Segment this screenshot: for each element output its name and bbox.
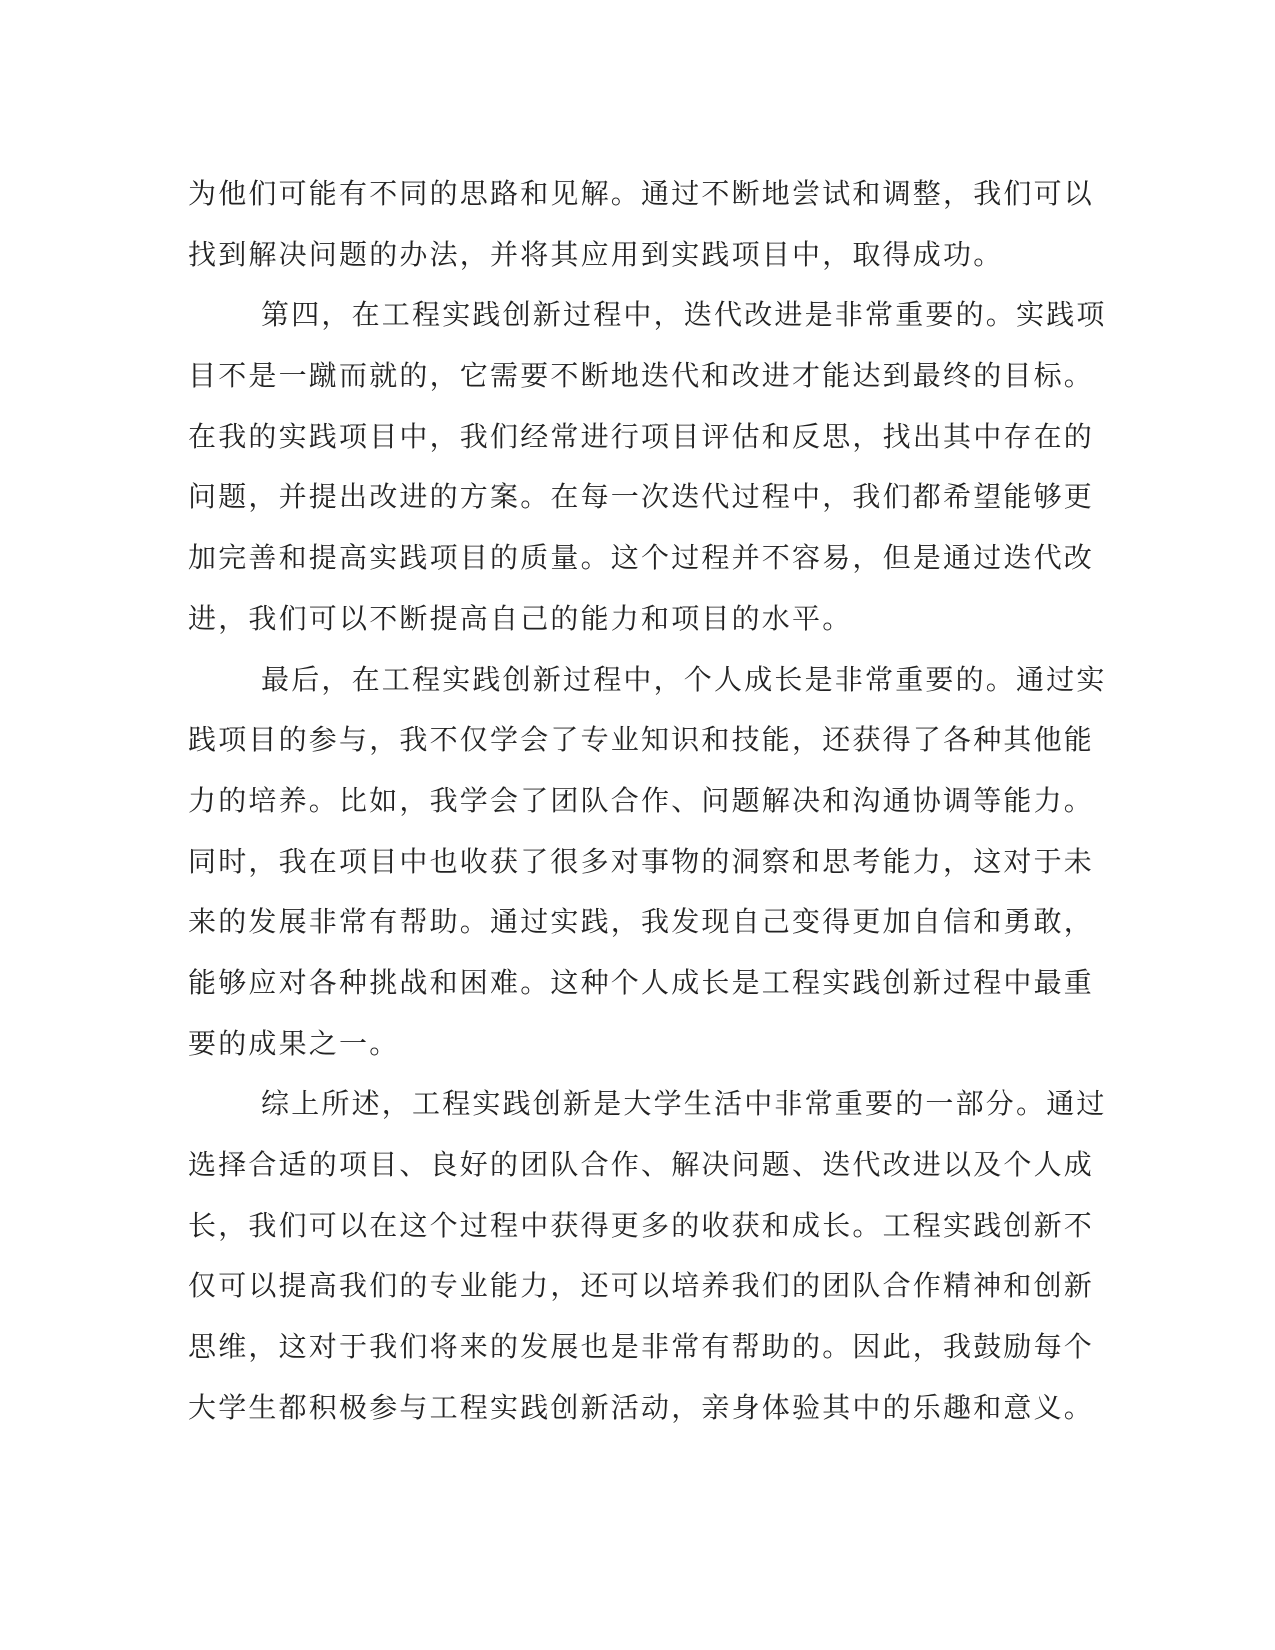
text-line: 目不是一蹴而就的，它需要不断地迭代和改进才能达到最终的目标。 [188, 359, 1095, 393]
text-line: 在我的实践项目中，我们经常进行项目评估和反思，找出其中存在的 [188, 419, 1095, 453]
paragraph-start-line: 最后，在工程实践创新过程中，个人成长是非常重要的。通过实 [261, 662, 1107, 696]
text-line: 进，我们可以不断提高自己的能力和项目的水平。 [188, 601, 853, 635]
text-line: 为他们可能有不同的思路和见解。通过不断地尝试和调整，我们可以 [188, 177, 1095, 210]
text-line: 找到解决问题的办法，并将其应用到实践项目中，取得成功。 [188, 237, 1004, 271]
text-line: 来的发展非常有帮助。通过实践，我发现自己变得更加自信和勇敢， [188, 905, 1095, 939]
text-line: 长，我们可以在这个过程中获得更多的收获和成长。工程实践创新不 [188, 1208, 1095, 1242]
text-line: 加完善和提高实践项目的质量。这个过程并不容易，但是通过迭代改 [188, 541, 1095, 575]
text-line: 思维，这对于我们将来的发展也是非常有帮助的。因此，我鼓励每个 [188, 1330, 1095, 1364]
text-line: 力的培养。比如，我学会了团队合作、问题解决和沟通协调等能力。 [188, 783, 1095, 817]
text-line: 大学生都积极参与工程实践创新活动，亲身体验其中的乐趣和意义。 [188, 1390, 1095, 1424]
text-line: 仅可以提高我们的专业能力，还可以培养我们的团队合作精神和创新 [188, 1269, 1095, 1303]
text-line: 选择合适的项目、良好的团队合作、解决问题、迭代改进以及个人成 [188, 1148, 1095, 1181]
text-line: 能够应对各种挑战和困难。这种个人成长是工程实践创新过程中最重 [188, 965, 1095, 999]
text-line: 问题，并提出改进的方案。在每一次迭代过程中，我们都希望能够更 [188, 480, 1095, 514]
body-text [188, 164, 1107, 1438]
text-line: 要的成果之一。 [188, 1026, 400, 1060]
paragraph-start-line: 第四，在工程实践创新过程中，迭代改进是非常重要的。实践项 [261, 298, 1107, 332]
text-line: 践项目的参与，我不仅学会了专业知识和技能，还获得了各种其他能 [188, 723, 1095, 757]
paragraph-start-line: 综上所述，工程实践创新是大学生活中非常重要的一部分。通过 [261, 1087, 1107, 1121]
text-line: 同时，我在项目中也收获了很多对事物的洞察和思考能力，这对于未 [188, 844, 1095, 878]
